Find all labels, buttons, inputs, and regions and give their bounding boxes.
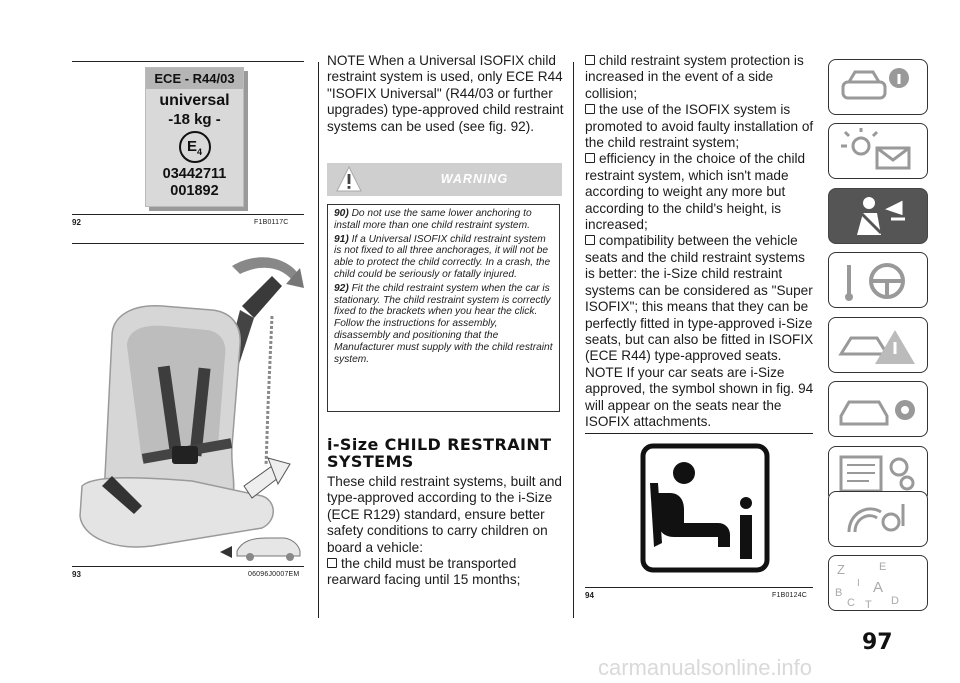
warning-header [327,163,562,196]
fig94-top-rule [585,433,813,434]
safety-seatbelt-icon [829,189,927,243]
warning-triangle-icon [335,165,363,193]
multimedia-icon [829,492,927,546]
fig93-bottom-rule [72,566,304,567]
ece-label-weight: -18 kg - [168,111,221,128]
fig94-caption-code: F1B0124C [772,592,808,599]
warning-box [327,204,560,412]
fig92-top-rule [72,61,304,62]
index-letter: E [879,561,887,573]
tab-starting-driving[interactable] [828,252,928,308]
child-seat-illustration [72,246,304,566]
section-title: i-Size CHILD RESTRAINT SYSTEMS [327,435,552,471]
warning-90: 90) Do not use the same lower anchoring to install more than one child restraint system. [334,208,532,231]
warning-lights-icon [829,124,927,178]
fig93-caption-number: 93 [72,570,81,579]
index-letter: A [873,579,884,596]
fig94-caption-number: 94 [585,591,594,600]
index-letter: T [865,599,872,610]
page-number: 97 [862,630,893,655]
index-letter: I [857,578,860,589]
isize-symbol-icon [640,443,770,573]
warning-92: 92) Fit the child restraint system when the car is stationary. The child restraint system is correctly fixed to the brackets when you hear the click. Follow the instructions for assembly, disassembly and positioning that the Manufacturer must supply with the child restraint system. [334,282,553,365]
fig93-top-rule [72,243,304,244]
bullet-item: the use of the ISOFIX system is promoted to avoid faulty installation of the child restraint system; [585,102,814,151]
isize-intro: These child restraint systems, built and type-approved according to the i-Size (ECE R129) standard, ensure better safety conditions to carry children on board a vehicle: the child must be transported rearward facing until 15 months; [327,474,567,589]
tab-warning-lights[interactable] [828,123,928,179]
tab-multimedia[interactable] [828,491,928,547]
ece-label-code1: 03442711 [162,166,227,182]
fig94-bottom-rule [585,587,813,588]
checkbox-bullet-icon [585,153,595,163]
column-divider-1 [318,62,319,618]
bullet-item: efficiency in the choice of the child restraint system, which isn't made according to weight any more but according to the child's height, is increased; [585,151,806,233]
bullet-item: child restraint system protection is increased in the event of a side collision; [585,53,804,101]
steering-wheel-icon [829,253,927,307]
tab-maintenance[interactable] [828,381,928,437]
ece-label-universal: universal [159,92,230,109]
ece-label-code2: 001892 [170,183,219,199]
fig92-bottom-rule [72,214,304,215]
checkbox-bullet-icon [585,235,595,245]
checkbox-bullet-icon [585,55,595,65]
index-letter: Z [837,562,845,577]
fig92-caption-code: F1B0117C [254,219,289,226]
bullet-item: compatibility between the vehicle seats and the child restraint systems is better: the i-Size child restraint systems can be considered as "Super ISOFIX"; this means that they can be perfectly fitted in type-approved i-Size seats, but can also be fitted in ISOFIX (ECE R44) type-approved seats. [585,233,814,364]
isize-benefits-list [585,53,817,430]
isize-note: NOTE If your car seats are i-Size approved, the symbol shown in fig. 94 will appear on the seats near the ISOFIX attachments. [585,364,814,429]
index-icon [829,556,927,610]
ece-label-header: ECE - R44/03 [146,68,243,89]
tab-index[interactable] [828,555,928,611]
index-letter: B [835,587,843,599]
tab-safety[interactable] [828,188,928,244]
watermark: carmanualsonline.info [598,655,813,680]
isofix-universal-note: NOTE When a Universal ISOFIX child restraint system is used, only ECE R44 "ISOFIX Universal" (R44/03 or further upgrades) type-approved child restraint systems can be used (see fig. 92). [327,53,564,134]
checkbox-bullet-icon [327,558,337,568]
warning-title: WARNING [440,172,509,186]
index-letter: D [891,595,899,607]
tab-dashboard-info[interactable] [828,59,928,115]
tab-emergency[interactable] [828,317,928,373]
car-maintenance-icon [829,382,927,436]
checkbox-bullet-icon [585,104,595,114]
column-divider-2 [573,62,574,618]
fig93-caption-code: 06096J0007EM [248,571,300,578]
fig92-caption-number: 92 [72,218,81,227]
ece-approval-label [145,67,244,207]
bullet-item: the child must be transported rearward facing until 15 months; [327,556,521,588]
index-letter: C [847,597,855,609]
dashboard-info-icon [829,60,927,114]
warning-91: 91) If a Universal ISOFIX child restraint system is not fixed to all three anchorages, it will not be able to protect the child correctly. In a crash, the child could be seriously or fatally injured. [334,233,551,280]
emergency-icon [829,318,927,372]
e-mark-icon: $E_4$ [179,131,211,163]
